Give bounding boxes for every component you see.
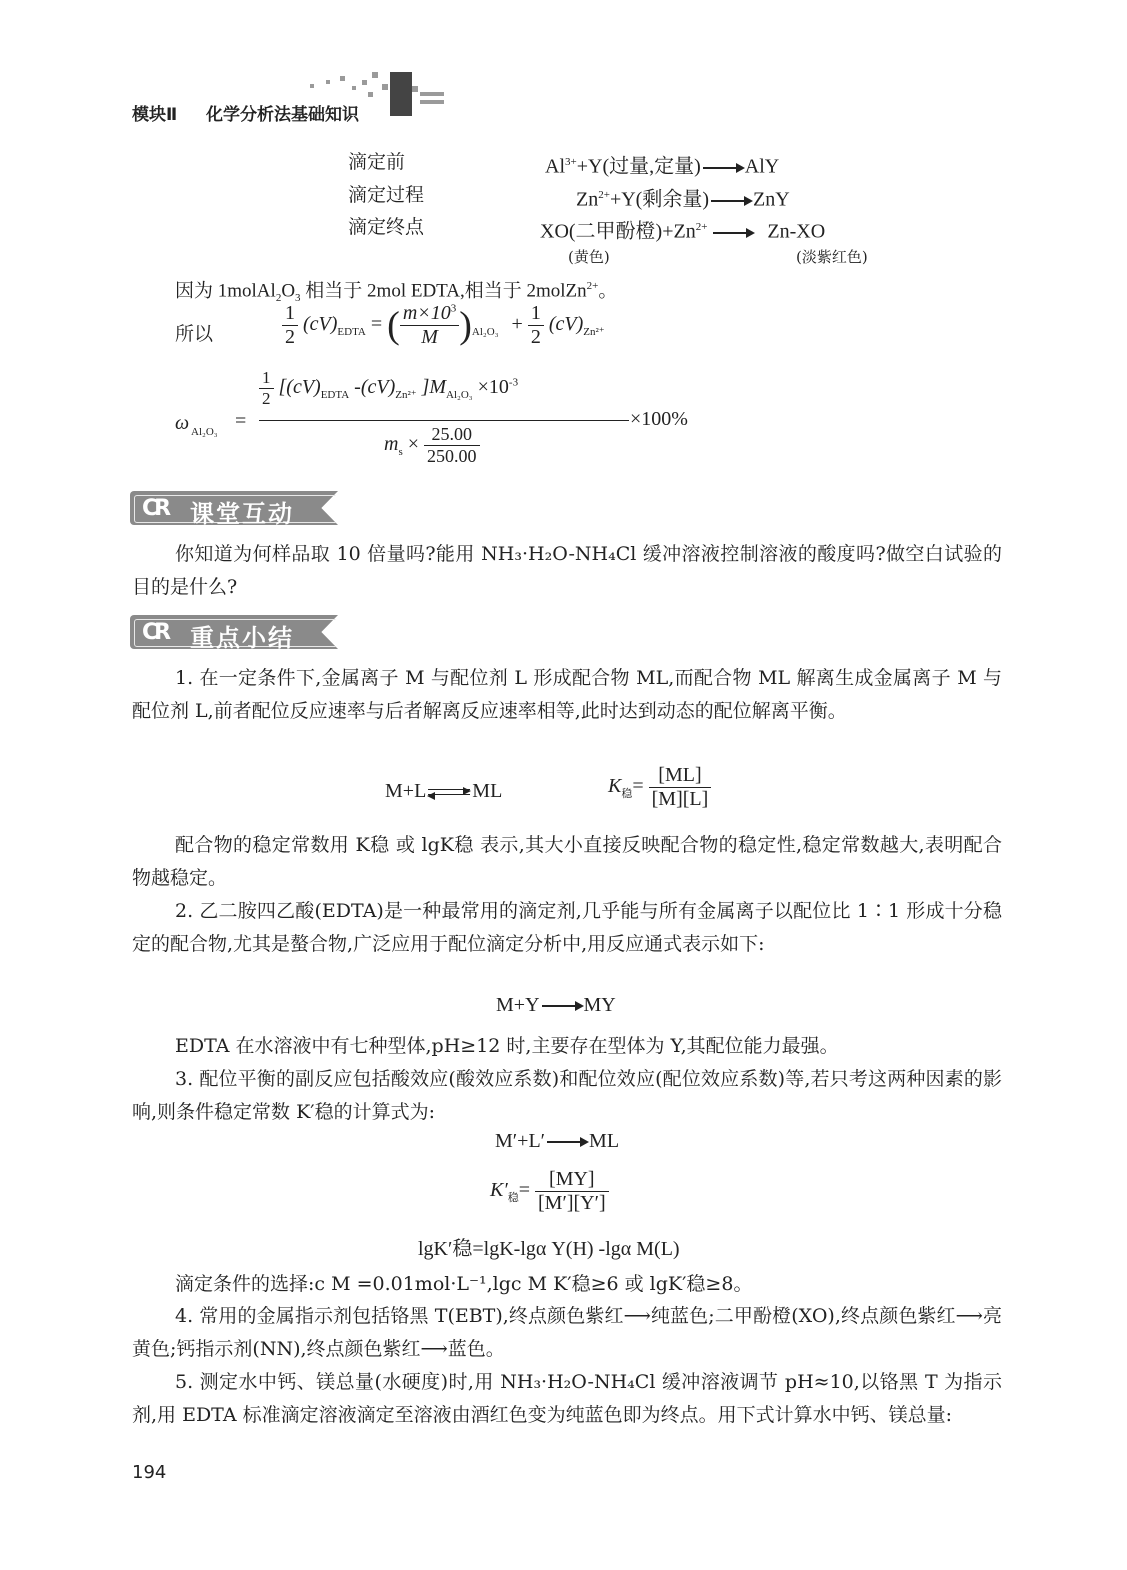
section-banner-key-summary: CR 重点小结 (130, 611, 350, 655)
reaction-arrow-icon (542, 1005, 582, 1007)
formula-edta-relation: $\frac{1}{2}$ $(cV)_{EDTA}$ = ( $\frac{m\times 10^3}{M}$ )$_{Al_2O_3}$ + $\frac{1}{2}$ $(cV)_{Zn^{2+}}$ (282, 302, 605, 349)
summary-point-5: 5. 测定水中钙、镁总量(水硬度)时,用 NH₃·H₂O-NH₄Cl 缓冲溶液调节 pH≈10,以铬黑 T 为指示剂,用 EDTA 标准滴定溶液滴定至溶液由酒红色变为纯蓝色即为终点。用下式计算水中钙、镁总量: (132, 1371, 1002, 1426)
equation-conditional-constant: $K'_稳=$ $\frac{[MY]}{[M'][Y']}$ (490, 1168, 609, 1215)
equilibrium-arrow-icon (428, 788, 470, 797)
header-title: 化学分析法基础知识 (206, 105, 359, 125)
step-equation-during: $Zn^{2+}+Y$(剩余量) ZnY (576, 188, 790, 211)
step-equation-before: $Al^{3+}+Y$(过量,定量) AlY (545, 155, 780, 178)
cr-logo-icon: CR (142, 496, 168, 521)
equation-lg-conditional: lgK′稳=lgK-lgα Y(H) -lgα M(L) (418, 1238, 680, 1260)
equation-my: M+Y MY (496, 994, 616, 1016)
equation-prime-reaction: M′+L′ ML (495, 1130, 620, 1152)
color-note-yellow: (黄色) (568, 248, 610, 266)
header-module: 模块Ⅱ (132, 105, 178, 125)
summary-point-1: 1. 在一定条件下,金属离子 M 与配位剂 L 形成配合物 ML,而配合物 ML 解离生成金属离子 M 与配位剂 L,前者配位反应速率与后者解离反应速率相等,此时达到动态的配位解离平衡。 (132, 667, 1002, 722)
interaction-question: 你知道为何样品取 10 倍量吗?能用 NH₃·H₂O-NH₄Cl 缓冲溶液控制溶液的酸度吗?做空白试验的目的是什么? (132, 543, 1002, 598)
reaction-arrow-icon (713, 232, 753, 234)
equation-stability-constant: $K_稳=$ $\frac{[ML]}{[M][L]}$ (608, 764, 711, 811)
section-banner-classroom-interaction: CR 课堂互动 (130, 487, 350, 531)
reaction-arrow-icon (547, 1141, 587, 1143)
step-label-endpoint: 滴定终点 (348, 216, 425, 238)
page-number: 194 (132, 1462, 167, 1483)
summary-point-3: 3. 配位平衡的副反应包括酸效应(酸效应系数)和配位效应(配位效应系数)等,若只考这两种因素的影响,则条件稳定常数 K′稳的计算式为: (132, 1068, 1002, 1123)
cr-logo-icon: CR (142, 620, 168, 645)
reaction-arrow-icon (711, 200, 751, 202)
reaction-arrow-icon (703, 167, 743, 169)
step-label-before: 滴定前 (348, 151, 406, 173)
summary-titration-conditions: 滴定条件的选择:c M =0.01mol·L⁻¹,lgc M K′稳≥6 或 lgK′稳≥8。 (175, 1273, 753, 1295)
step-label-during: 滴定过程 (348, 184, 425, 206)
so-label: 所以 (175, 323, 214, 345)
color-note-purple: (淡紫红色) (796, 248, 868, 266)
summary-point-2: 2. 乙二胺四乙酸(EDTA)是一种最常用的滴定剂,几乎能与所有金属离子以配位比 1∶1 形成十分稳定的配合物,尤其是螯合物,广泛应用于配位滴定分析中,用反应通式表示如下: (132, 900, 1002, 955)
summary-stability-note: 配合物的稳定常数用 K稳 或 lgK稳 表示,其大小直接反映配合物的稳定性,稳定常数越大,表明配合物越稳定。 (132, 834, 1002, 889)
equation-ml-equilibrium: M+L ML (385, 780, 503, 802)
step-equation-endpoint: XO(二甲酚橙)$+Zn^{2+}$ Zn-XO (540, 220, 826, 243)
because-statement: 因为 $1molAl_2O_3$ 相当于 2mol EDTA,相当于 2molZn$^{2+}$。 (175, 280, 618, 305)
summary-point-4: 4. 常用的金属指示剂包括铬黑 T(EBT),终点颜色紫红⟶纯蓝色;二甲酚橙(XO),终点颜色紫红⟶亮黄色;钙指示剂(NN),终点颜色紫红⟶蓝色。 (132, 1305, 1002, 1360)
summary-edta-species: EDTA 在水溶液中有七种型体,pH≥12 时,主要存在型体为 Y,其配位能力最强。 (175, 1035, 839, 1057)
